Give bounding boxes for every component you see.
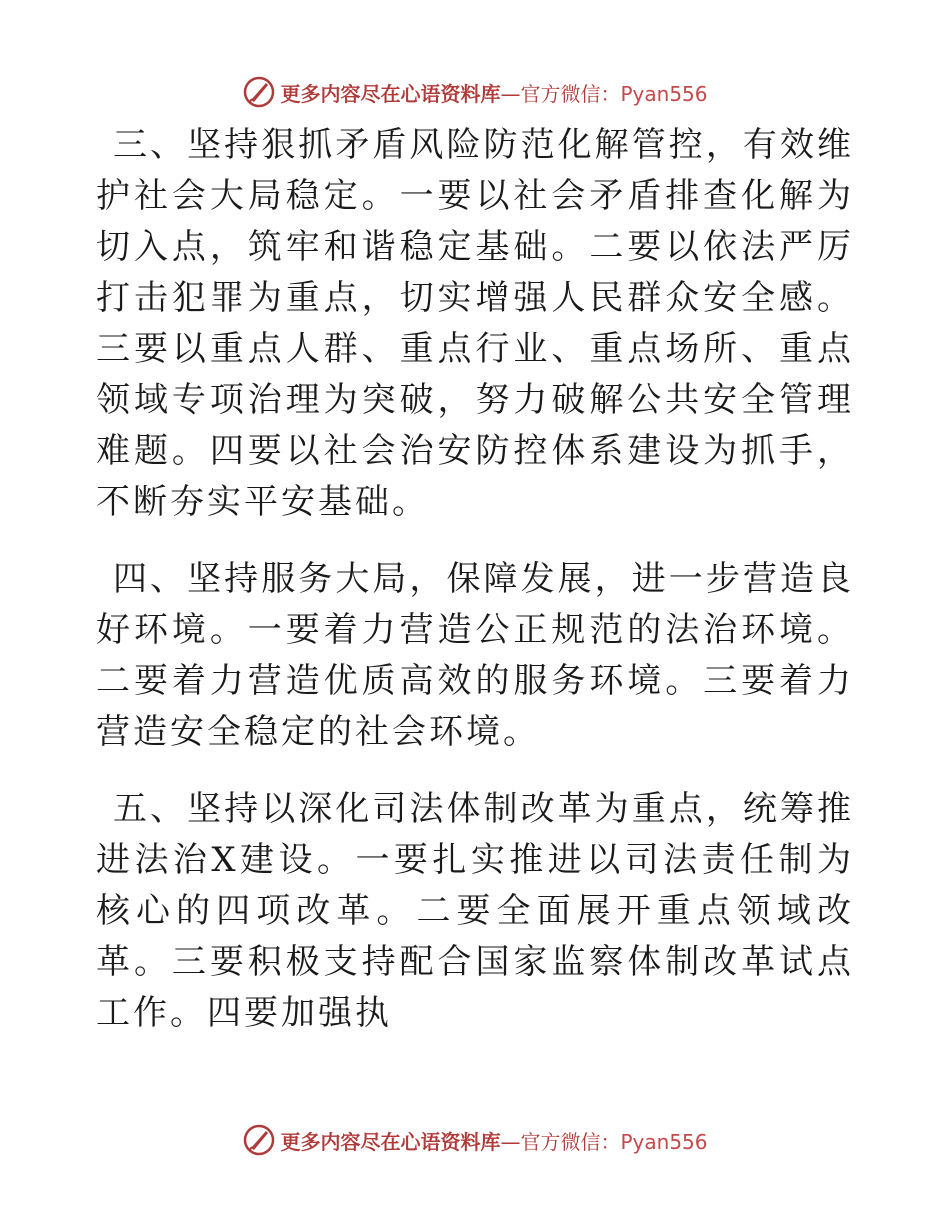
watermark-wechat-id: Pyan556 <box>620 81 708 106</box>
watermark-text <box>280 1126 707 1155</box>
document-body <box>96 120 854 1065</box>
header-watermark <box>0 72 950 112</box>
watermark-separator: — <box>500 1129 521 1154</box>
watermark-wechat-id: Pyan556 <box>620 1129 708 1154</box>
footer-watermark <box>0 1120 950 1160</box>
paragraph-four: 四、坚持服务大局，保障发展，进一步营造良好环境。一要着力营造公正规范的法治环境。二要着力营造优质高效的服务环境。三要着力营造安全稳定的社会环境。 <box>96 559 854 752</box>
watermark-brand: 更多内容尽在心语资料库 <box>280 81 501 106</box>
watermark-wechat-label: 官方微信： <box>520 81 621 106</box>
paragraph-five: 五、坚持以深化司法体制改革为重点，统筹推进法治X建设。一要扎实推进以司法责任制为核心的四项改革。二要全面展开重点领域改革。三要积极支持配合国家监察体制改革试点工作。四要加强执 <box>96 789 854 1033</box>
watermark-text <box>280 78 707 107</box>
quill-logo-icon <box>242 1123 276 1157</box>
watermark-separator: — <box>500 81 521 106</box>
paragraph-three: 三、坚持狠抓矛盾风险防范化解管控，有效维护社会大局稳定。一要以社会矛盾排查化解为切入点，筑牢和谐稳定基础。二要以依法严厉打击犯罪为重点，切实增强人民群众安全感。三要以重点人群、重点行业、重点场所、重点领域专项治理为突破，努力破解公共安全管理难题。四要以社会治安防控体系建设为抓手，不断夯实平安基础。 <box>96 125 854 522</box>
watermark-brand: 更多内容尽在心语资料库 <box>280 1129 501 1154</box>
quill-logo-icon <box>242 75 276 109</box>
watermark-wechat-label: 官方微信： <box>520 1129 621 1154</box>
